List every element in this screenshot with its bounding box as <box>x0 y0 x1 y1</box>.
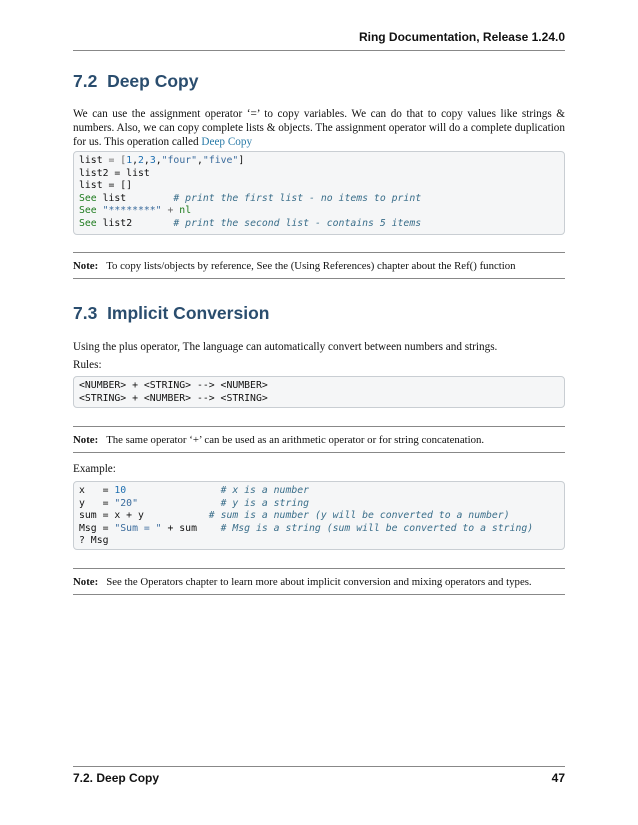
page-number: 47 <box>551 771 565 785</box>
note-label: Note: <box>73 434 99 446</box>
code-line: y = "20" # y is a string <box>79 497 310 509</box>
code-line: See "********" + nl <box>79 205 192 217</box>
note-text: To copy lists/objects by reference, See the (Using References) chapter about the Ref() function <box>106 260 516 272</box>
code-line: list2 = list <box>79 167 150 179</box>
code-line: sum = x + y # sum is a number (y will be converted to a number) <box>79 510 510 522</box>
deep-copy-link[interactable]: Deep Copy <box>201 136 253 149</box>
code-line: list = [] <box>79 180 133 192</box>
code-line: See list2 # print the second list - contains 5 items <box>79 217 422 229</box>
code-line: list = [1,2,3,"four","five"] <box>79 155 245 166</box>
running-header: Ring Documentation, Release 1.24.0 <box>358 30 565 44</box>
footer-rule <box>73 766 565 767</box>
note-operators-chapter <box>73 568 565 595</box>
code-line: ? Msg <box>79 535 109 547</box>
section-heading: Implicit Conversion <box>107 303 270 323</box>
note-text: See the Operators chapter to learn more about implicit conversion and mixing operators and types. <box>106 576 532 588</box>
example-label: Example: <box>73 463 116 475</box>
note-text: The same operator ‘+’ can be used as an arithmetic operator or for string concatenation. <box>106 434 485 446</box>
deep-copy-code-block <box>73 151 565 235</box>
code-line: x = 10 # x is a number <box>79 485 310 496</box>
section-title-deep-copy <box>73 71 198 92</box>
header-rule <box>73 50 565 51</box>
code-line: <STRING> + <NUMBER> --> <STRING> <box>79 392 268 404</box>
rules-code-block <box>73 376 565 408</box>
note-label: Note: <box>73 576 99 588</box>
code-line: Msg = "Sum = " + sum # Msg is a string (sum will be converted to a string) <box>79 522 534 534</box>
section-title-implicit-conversion <box>73 303 269 324</box>
example-code-block <box>73 481 565 550</box>
rules-label: Rules: <box>73 359 102 371</box>
section-number: 7.3 <box>73 303 98 323</box>
section-heading: Deep Copy <box>107 71 199 91</box>
code-line: <NUMBER> + <STRING> --> <NUMBER> <box>79 380 268 391</box>
note-plus-operator <box>73 426 565 453</box>
footer-section-link[interactable]: 7.2. Deep Copy <box>73 771 160 785</box>
section-number: 7.2 <box>73 71 98 91</box>
deep-copy-paragraph <box>73 107 565 150</box>
code-line: See list # print the first list - no items to print <box>79 192 422 204</box>
implicit-conversion-intro: Using the plus operator, The language can automatically convert between numbers and strings. <box>73 341 498 353</box>
note-references <box>73 252 565 279</box>
deep-copy-text: We can use the assignment operator ‘=’ to copy variables. We can do that to copy values like strings & numbers. Also, we can copy complete lists & objects. The assignment operator will do a complete duplication for us. This operation called <box>73 108 565 149</box>
note-label: Note: <box>73 260 99 272</box>
